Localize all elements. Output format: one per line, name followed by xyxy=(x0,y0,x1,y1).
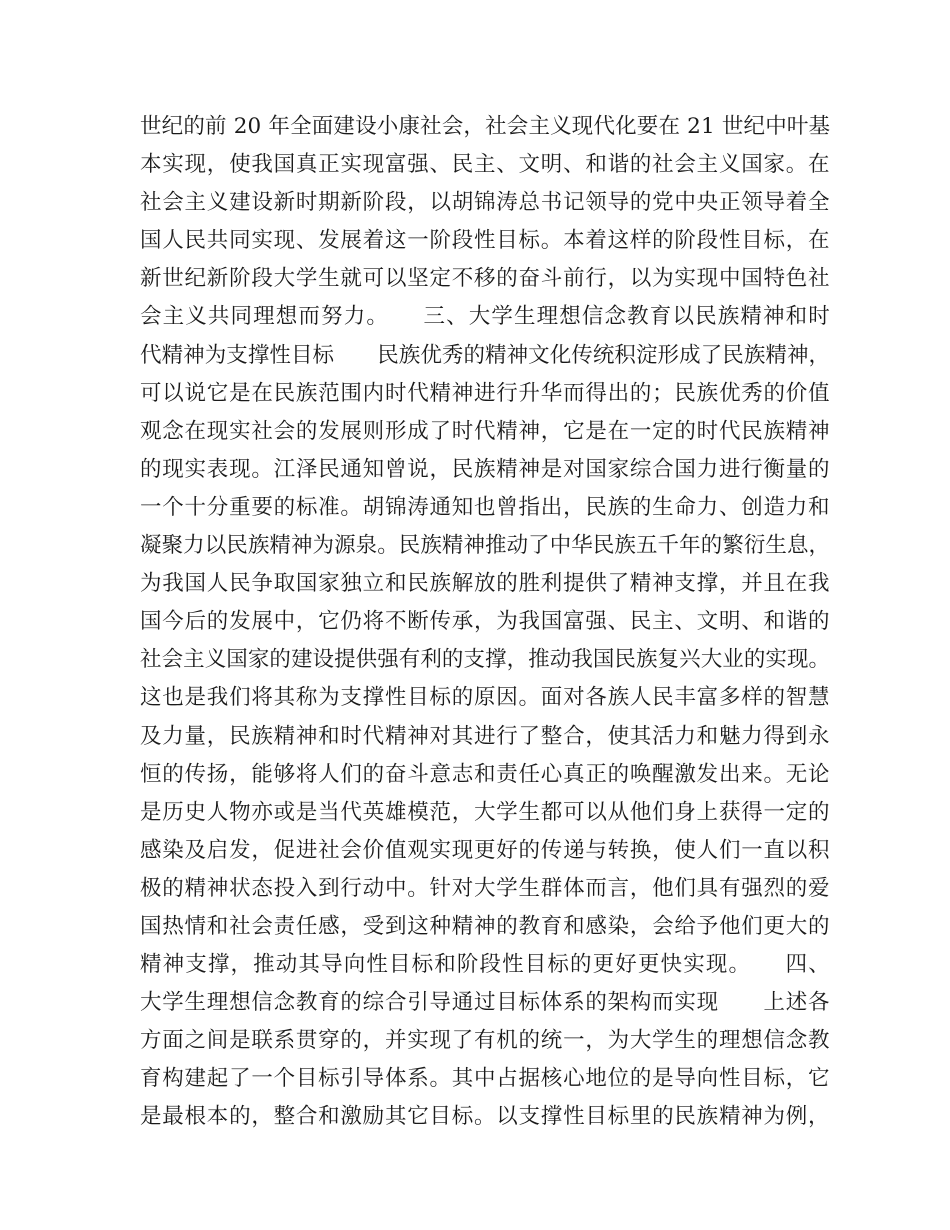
text-line: 国热情和社会责任感，受到这种精神的教育和感染，会给予他们更大的 xyxy=(140,913,831,939)
text-line: 国人民共同实现、发展着这一阶段性目标。本着这样的阶段性目标，在 xyxy=(140,228,831,254)
text-line: 及力量，民族精神和时代精神对其进行了整合，使其活力和魅力得到永 xyxy=(140,723,831,749)
text-line: 可以说它是在民族范围内时代精神进行升华而得出的；民族优秀的价值 xyxy=(140,380,831,406)
text-line: 会主义共同理想而努力。 三、大学生理想信念教育以民族精神和时 xyxy=(140,304,831,330)
text-line: 大学生理想信念教育的综合引导通过目标体系的架构而实现 上述各 xyxy=(140,990,831,1016)
text-line: 社会主义建设新时期新阶段，以胡锦涛总书记领导的党中央正领导着全 xyxy=(140,190,831,216)
text-line: 恒的传扬，能够将人们的奋斗意志和责任心真正的唤醒激发出来。无论 xyxy=(140,761,831,787)
text-line: 感染及启发，促进社会价值观实现更好的传递与转换，使人们一直以积 xyxy=(140,837,831,863)
text-line: 新世纪新阶段大学生就可以坚定不移的奋斗前行，以为实现中国特色社 xyxy=(140,266,831,292)
text-line: 社会主义国家的建设提供强有利的支撑，推动我国民族复兴大业的实现。 xyxy=(140,647,831,673)
text-line: 一个十分重要的标准。胡锦涛通知也曾指出，民族的生命力、创造力和 xyxy=(140,494,831,520)
text-line: 凝聚力以民族精神为源泉。民族精神推动了中华民族五千年的繁衍生息， xyxy=(140,533,831,559)
text-line: 极的精神状态投入到行动中。针对大学生群体而言，他们具有强烈的爱 xyxy=(140,875,831,901)
text-line: 观念在现实社会的发展则形成了时代精神，它是在一定的时代民族精神 xyxy=(140,418,831,444)
text-line: 育构建起了一个目标引导体系。其中占据核心地位的是导向性目标，它 xyxy=(140,1066,831,1092)
text-line: 本实现，使我国真正实现富强、民主、文明、和谐的社会主义国家。在 xyxy=(140,152,831,178)
text-line: 方面之间是联系贯穿的，并实现了有机的统一，为大学生的理想信念教 xyxy=(140,1028,831,1054)
text-line: 精神支撑，推动其导向性目标和阶段性目标的更好更快实现。 四、 xyxy=(140,952,831,978)
text-line: 是历史人物亦或是当代英雄模范，大学生都可以从他们身上获得一定的 xyxy=(140,799,831,825)
text-line: 代精神为支撑性目标 民族优秀的精神文化传统积淀形成了民族精神， xyxy=(140,342,831,368)
text-line: 这也是我们将其称为支撑性目标的原因。面对各族人民丰富多样的智慧 xyxy=(140,685,831,711)
text-line: 是最根本的，整合和激励其它目标。以支撑性目标里的民族精神为例， xyxy=(140,1104,831,1130)
text-line: 世纪的前 20 年全面建设小康社会，社会主义现代化要在 21 世纪中叶基 xyxy=(140,114,831,139)
text-line: 的现实表现。江泽民通知曾说，民族精神是对国家综合国力进行衡量的 xyxy=(140,456,831,482)
body-text xyxy=(140,108,830,1137)
text-line: 国今后的发展中，它仍将不断传承，为我国富强、民主、文明、和谐的 xyxy=(140,609,831,635)
text-line: 为我国人民争取国家独立和民族解放的胜利提供了精神支撑，并且在我 xyxy=(140,571,831,597)
